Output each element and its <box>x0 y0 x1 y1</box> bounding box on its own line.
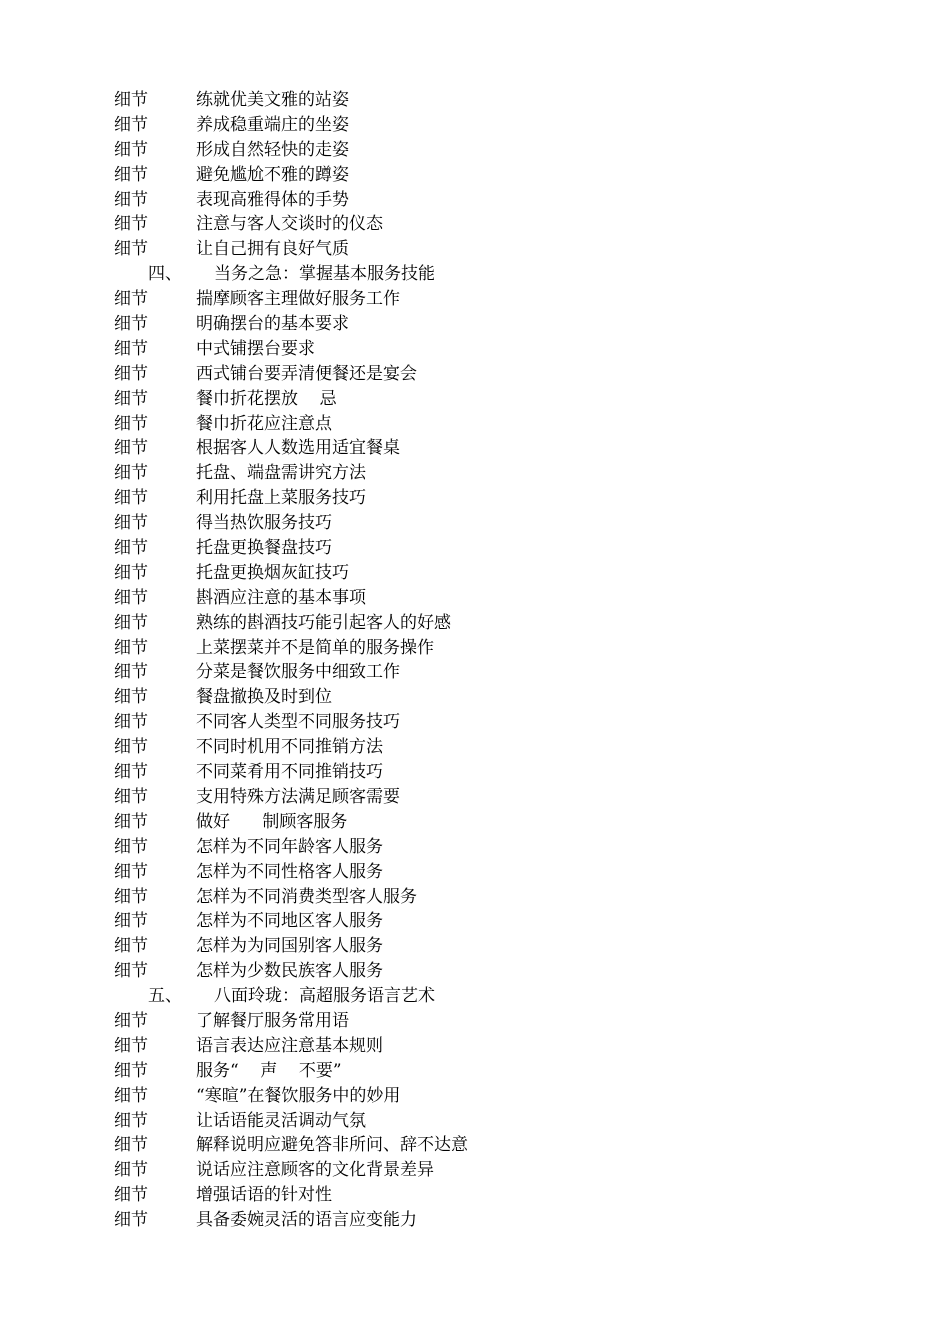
list-item <box>0 138 950 163</box>
item-text: 中式铺摆台要求 <box>196 338 315 359</box>
section-title: 当务之急：掌握基本服务技能 <box>214 264 435 285</box>
item-text: 避免尴尬不雅的蹲姿 <box>196 164 349 185</box>
item-text: 让话语能灵活调动气氛 <box>196 1110 366 1131</box>
list-item <box>0 1208 950 1233</box>
item-text: 服务“ 声 不要” <box>196 1060 342 1081</box>
item-text: 餐盘撤换及时到位 <box>196 687 332 708</box>
item-text: 不同菜肴用不同推销技巧 <box>196 762 383 783</box>
item-label: 细节 <box>114 1210 148 1231</box>
item-text: 支用特殊方法满足顾客需要 <box>196 786 400 807</box>
item-text: 怎样为为同国别客人服务 <box>196 936 383 957</box>
item-label: 细节 <box>114 314 148 335</box>
item-text: “寒暄”在餐饮服务中的妙用 <box>196 1085 401 1106</box>
item-text: 了解餐厅服务常用语 <box>196 1010 349 1031</box>
list-item <box>0 1084 950 1109</box>
item-label: 细节 <box>114 1135 148 1156</box>
list-item <box>0 885 950 910</box>
list-item <box>0 163 950 188</box>
section-number: 五、 <box>148 986 182 1007</box>
item-label: 细节 <box>114 861 148 882</box>
item-text: 形成自然轻快的走姿 <box>196 139 349 160</box>
list-item <box>0 1158 950 1183</box>
list-item <box>0 959 950 984</box>
list-item <box>0 660 950 685</box>
item-label: 细节 <box>114 1085 148 1106</box>
item-label: 细节 <box>114 1010 148 1031</box>
document-page <box>0 88 950 1233</box>
item-text: 不同客人类型不同服务技巧 <box>196 712 400 733</box>
item-label: 细节 <box>114 1185 148 1206</box>
item-label: 细节 <box>114 139 148 160</box>
item-label: 细节 <box>114 1160 148 1181</box>
list-item <box>0 312 950 337</box>
item-text: 语言表达应注意基本规则 <box>196 1035 383 1056</box>
item-label: 细节 <box>114 961 148 982</box>
item-label: 细节 <box>114 438 148 459</box>
list-item <box>0 785 950 810</box>
list-item <box>0 860 950 885</box>
list-item <box>0 561 950 586</box>
section-heading <box>0 262 950 287</box>
list-item <box>0 511 950 536</box>
item-label: 细节 <box>114 886 148 907</box>
item-label: 细节 <box>114 488 148 509</box>
item-label: 细节 <box>114 1110 148 1131</box>
item-label: 细节 <box>114 786 148 807</box>
list-item <box>0 113 950 138</box>
list-item <box>0 1034 950 1059</box>
list-item <box>0 636 950 661</box>
item-text: 解释说明应避免答非所问、辞不达意 <box>196 1135 468 1156</box>
item-label: 细节 <box>114 712 148 733</box>
list-item <box>0 387 950 412</box>
item-label: 细节 <box>114 338 148 359</box>
list-item <box>0 934 950 959</box>
item-text: 托盘更换餐盘技巧 <box>196 538 332 559</box>
item-text: 熟练的斟酒技巧能引起客人的好感 <box>196 612 451 633</box>
section-title: 八面玲珑：高超服务语言艺术 <box>214 986 435 1007</box>
item-text: 说话应注意顾客的文化背景差异 <box>196 1160 434 1181</box>
item-text: 养成稳重端庄的坐姿 <box>196 114 349 135</box>
list-item <box>0 710 950 735</box>
list-item <box>0 212 950 237</box>
list-item <box>0 1183 950 1208</box>
item-label: 细节 <box>114 214 148 235</box>
item-text: 注意与客人交谈时的仪态 <box>196 214 383 235</box>
list-item <box>0 461 950 486</box>
list-item <box>0 436 950 461</box>
item-label: 细节 <box>114 388 148 409</box>
list-item <box>0 611 950 636</box>
item-text: 斟酒应注意的基本事项 <box>196 587 366 608</box>
item-label: 细节 <box>114 90 148 110</box>
item-label: 细节 <box>114 413 148 434</box>
section-heading <box>0 984 950 1009</box>
list-item <box>0 735 950 760</box>
list-item <box>0 685 950 710</box>
list-item <box>0 337 950 362</box>
item-text: 餐巾折花摆放 忌 <box>196 388 337 409</box>
list-item <box>0 760 950 785</box>
list-item <box>0 909 950 934</box>
item-text: 练就优美文雅的站姿 <box>196 90 349 110</box>
item-text: 怎样为少数民族客人服务 <box>196 961 383 982</box>
item-text: 增强话语的针对性 <box>196 1185 332 1206</box>
item-text: 明确摆台的基本要求 <box>196 314 349 335</box>
list-item <box>0 287 950 312</box>
item-text: 不同时机用不同推销方法 <box>196 737 383 758</box>
item-text: 西式铺台要弄清便餐还是宴会 <box>196 363 417 384</box>
item-label: 细节 <box>114 538 148 559</box>
item-text: 分菜是餐饮服务中细致工作 <box>196 662 400 683</box>
list-item <box>0 1009 950 1034</box>
item-text: 怎样为不同性格客人服务 <box>196 861 383 882</box>
item-text: 怎样为不同消费类型客人服务 <box>196 886 417 907</box>
item-label: 细节 <box>114 637 148 658</box>
item-text: 做好 制顾客服务 <box>196 811 348 832</box>
list-item <box>0 586 950 611</box>
item-text: 餐巾折花应注意点 <box>196 413 332 434</box>
item-label: 细节 <box>114 562 148 583</box>
item-label: 细节 <box>114 737 148 758</box>
list-item <box>0 362 950 387</box>
item-label: 细节 <box>114 114 148 135</box>
list-item <box>0 810 950 835</box>
item-label: 细节 <box>114 936 148 957</box>
list-item <box>0 835 950 860</box>
list-item <box>0 1133 950 1158</box>
item-text: 得当热饮服务技巧 <box>196 513 332 534</box>
list-item <box>0 536 950 561</box>
item-label: 细节 <box>114 289 148 310</box>
item-text: 托盘更换烟灰缸技巧 <box>196 562 349 583</box>
item-label: 细节 <box>114 239 148 260</box>
item-text: 揣摩顾客主理做好服务工作 <box>196 289 400 310</box>
item-label: 细节 <box>114 463 148 484</box>
list-item <box>0 188 950 213</box>
item-text: 托盘、端盘需讲究方法 <box>196 463 366 484</box>
item-label: 细节 <box>114 662 148 683</box>
item-text: 利用托盘上菜服务技巧 <box>196 488 366 509</box>
list-item <box>0 1109 950 1134</box>
item-label: 细节 <box>114 612 148 633</box>
list-item <box>0 88 950 113</box>
section-number: 四、 <box>148 264 182 285</box>
item-label: 细节 <box>114 164 148 185</box>
item-text: 让自己拥有良好气质 <box>196 239 349 260</box>
item-label: 细节 <box>114 363 148 384</box>
list-item <box>0 486 950 511</box>
item-label: 细节 <box>114 1060 148 1081</box>
item-text: 上菜摆菜并不是简单的服务操作 <box>196 637 434 658</box>
item-label: 细节 <box>114 189 148 210</box>
item-label: 细节 <box>114 513 148 534</box>
item-label: 细节 <box>114 762 148 783</box>
item-label: 细节 <box>114 587 148 608</box>
item-text: 根据客人人数选用适宜餐桌 <box>196 438 400 459</box>
item-label: 细节 <box>114 911 148 932</box>
item-text: 表现高雅得体的手势 <box>196 189 349 210</box>
item-text: 怎样为不同地区客人服务 <box>196 911 383 932</box>
list-item <box>0 237 950 262</box>
item-label: 细节 <box>114 1035 148 1056</box>
item-label: 细节 <box>114 687 148 708</box>
item-label: 细节 <box>114 836 148 857</box>
list-item <box>0 412 950 437</box>
list-item <box>0 1059 950 1084</box>
item-text: 怎样为不同年龄客人服务 <box>196 836 383 857</box>
item-text: 具备委婉灵活的语言应变能力 <box>196 1210 417 1231</box>
item-label: 细节 <box>114 811 148 832</box>
